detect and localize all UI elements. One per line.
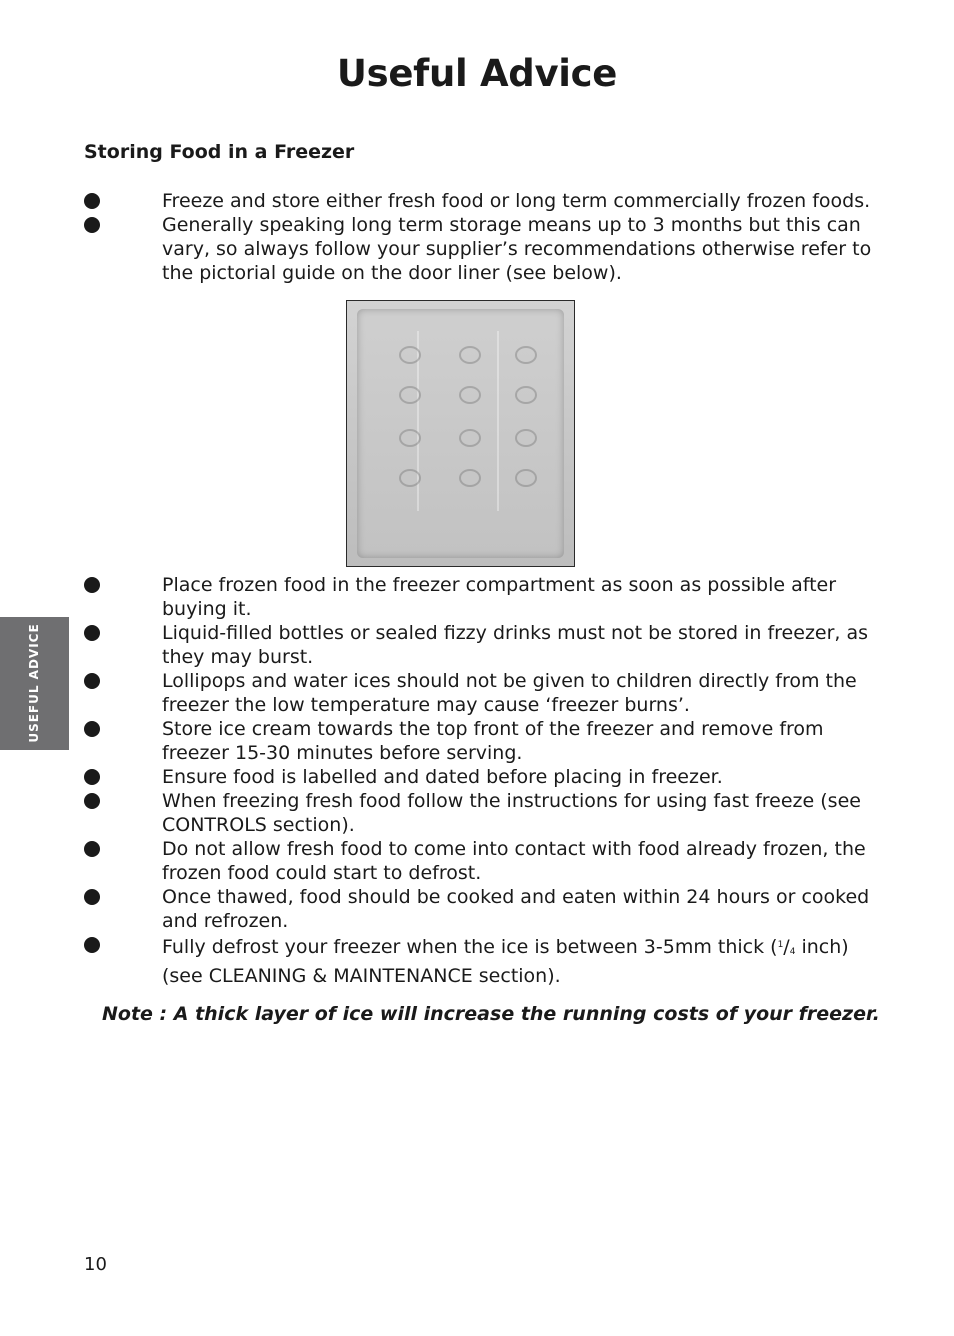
list-item-text: Ensure food is labelled and dated before placing in freezer.: [162, 766, 723, 788]
list-item: [84, 669, 874, 717]
food-icon: [515, 386, 537, 404]
food-icon: [399, 386, 421, 404]
list-item: [84, 765, 874, 789]
bullet-icon: [84, 793, 100, 809]
fraction-numerator: 1: [777, 940, 784, 950]
list-item: [84, 885, 874, 933]
list-item-text: Generally speaking long term storage means up to 3 months but this can vary, so always follow your supplier’s recommendations otherwise refer to the pictorial guide on the door liner (see below).: [162, 214, 872, 284]
list-item: [84, 837, 874, 885]
list-item: [84, 621, 874, 669]
side-tab: [0, 617, 69, 750]
food-icon: [399, 469, 421, 487]
bullet-icon: [84, 217, 100, 233]
list-item-text: When freezing fresh food follow the instructions for using fast freeze (see CONTROLS section).: [162, 790, 861, 836]
note-text: Note : A thick layer of ice will increase the running costs of your freezer.: [102, 1003, 880, 1025]
bullet-icon: [84, 841, 100, 857]
food-icon: [399, 429, 421, 447]
bullet-icon: [84, 937, 100, 953]
list-item: [84, 933, 874, 988]
list-item-text: [162, 936, 849, 987]
list-item-text: Lollipops and water ices should not be given to children directly from the freezer the low temperature may cause ‘freezer burns’.: [162, 670, 857, 716]
food-icon: [459, 386, 481, 404]
food-icon: [399, 346, 421, 364]
bullet-list-top: [84, 189, 874, 285]
bullet-icon: [84, 673, 100, 689]
bullet-icon: [84, 577, 100, 593]
page-number: 10: [84, 1254, 107, 1275]
food-icon: [459, 429, 481, 447]
list-item: [84, 189, 874, 213]
list-item-text: Do not allow fresh food to come into contact with food already frozen, the frozen food could start to defrost.: [162, 838, 866, 884]
list-item: [84, 213, 874, 285]
food-icon: [459, 346, 481, 364]
bullet-icon: [84, 721, 100, 737]
list-item-text: Place frozen food in the freezer compartment as soon as possible after buying it.: [162, 574, 837, 620]
list-item: [84, 789, 874, 837]
list-item: [84, 717, 874, 765]
divider: [497, 331, 499, 511]
section-heading: Storing Food in a Freezer: [84, 141, 355, 163]
bullet-list-bottom: [84, 573, 874, 988]
food-icon: [515, 429, 537, 447]
door-liner-photo: [346, 300, 575, 567]
side-tab-label: USEFUL ADVICE: [27, 623, 41, 743]
bullet-icon: [84, 193, 100, 209]
list-item-text: Store ice cream towards the top front of the freezer and remove from freezer 15-30 minutes before serving.: [162, 718, 824, 764]
fraction-slash: /: [783, 936, 790, 958]
list-item-text: Once thawed, food should be cooked and eaten within 24 hours or cooked and refrozen.: [162, 886, 870, 932]
bullet-icon: [84, 889, 100, 905]
list-item-text: Liquid-filled bottles or sealed fizzy drinks must not be stored in freezer, as they may burst.: [162, 622, 869, 668]
defrost-text-start: Fully defrost your freezer when the ice is between 3-5mm thick (: [162, 936, 778, 958]
page-title: Useful Advice: [336, 52, 618, 95]
list-item-text: Freeze and store either fresh food or long term commercially frozen foods.: [162, 190, 871, 212]
bullet-icon: [84, 769, 100, 785]
defrost-text-end: inch) (see CLEANING & MAINTENANCE section).: [162, 936, 849, 987]
food-icon: [459, 469, 481, 487]
list-item: [84, 573, 874, 621]
food-icon: [515, 469, 537, 487]
food-icon: [515, 346, 537, 364]
fraction-denominator: 4: [789, 947, 796, 957]
bullet-icon: [84, 625, 100, 641]
